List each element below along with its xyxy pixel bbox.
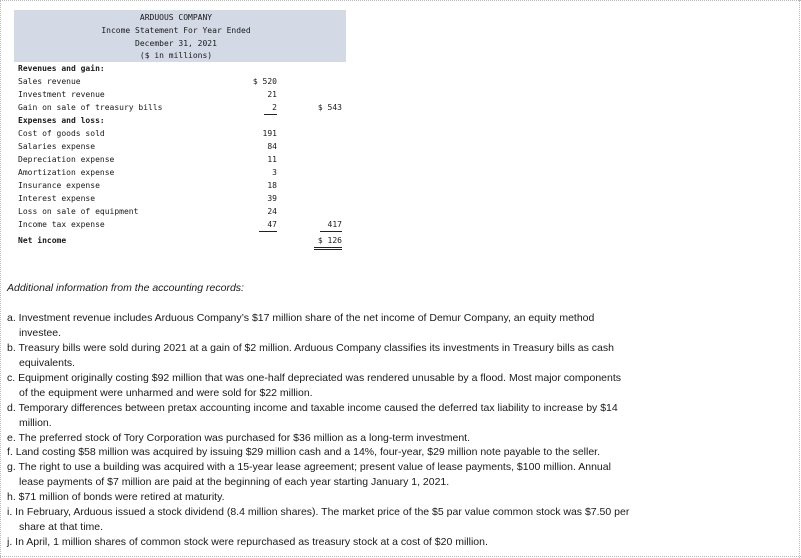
- list-item: [7, 490, 225, 505]
- statement-units: ($ in millions): [139, 51, 213, 60]
- table-row: [14, 192, 346, 205]
- frame-border-left: [0, 0, 1, 558]
- row-label: Insurance expense: [18, 181, 100, 190]
- list-item: [7, 371, 621, 400]
- list-item: [7, 431, 470, 446]
- expenses-heading-row: [14, 114, 346, 127]
- note-continuation: million.: [19, 416, 52, 429]
- note-continuation: lease payments of $7 million are paid at the beginning of each year starting January 1, 2021.: [19, 475, 450, 488]
- statement-header: [14, 10, 346, 62]
- list-item: [7, 401, 618, 430]
- note-line: c. Equipment originally costing $92 million that was one-half depreciated was rendered unusable by a flood. Most major components: [7, 372, 622, 384]
- net-income-label: Net income: [18, 236, 67, 245]
- row-label: Gain on sale of treasury bills: [18, 103, 163, 112]
- note-line: d. Temporary differences between pretax accounting income and taxable income caused the deferred tax liability to increase by $14: [7, 402, 618, 414]
- list-item: [7, 505, 629, 534]
- row-amount: 191: [262, 129, 277, 138]
- table-row: [14, 166, 346, 179]
- row-amount: 18: [267, 181, 277, 190]
- row-amount: $ 520: [252, 77, 277, 86]
- row-amount: 3: [272, 168, 277, 177]
- note-line: j. In April, 1 million shares of common stock were repurchased as treasury stock at a cost of $20 million.: [7, 536, 488, 548]
- note-line: a. Investment revenue includes Arduous Company’s $17 million share of the net income of Demur Company, an equity method: [7, 312, 595, 324]
- row-label: Investment revenue: [18, 90, 105, 99]
- note-line: f. Land costing $58 million was acquired by issuing $29 million cash and a 14%, four-year, $29 million note payable to the seller.: [7, 446, 601, 458]
- statement-title: Income Statement For Year Ended: [101, 26, 251, 35]
- table-row: [14, 88, 346, 101]
- net-income-row: [14, 234, 346, 247]
- note-continuation: of the equipment were unharmed and were sold for $22 million.: [19, 386, 313, 399]
- revenues-total: $ 543: [317, 103, 342, 112]
- note-line: i. In February, Arduous issued a stock dividend (8.4 million shares). The market price of the $5 par value common stock was $7.50 per: [7, 506, 630, 518]
- table-row: [14, 218, 346, 231]
- additional-info-title: Additional information from the accounting records:: [7, 282, 244, 294]
- table-row: [14, 127, 346, 140]
- table-row: [14, 205, 346, 218]
- company-name: ARDUOUS COMPANY: [139, 13, 213, 22]
- table-row: [14, 140, 346, 153]
- row-label: Loss on sale of equipment: [18, 207, 139, 216]
- row-amount: 84: [267, 142, 277, 151]
- expenses-total: 417: [320, 218, 342, 232]
- table-row: [14, 75, 346, 88]
- net-income-value: $ 126: [314, 234, 342, 250]
- row-label: Amortization expense: [18, 168, 115, 177]
- note-line: e. The preferred stock of Tory Corporation was purchased for $36 million as a long-term investment.: [7, 432, 470, 444]
- income-statement-table: [14, 62, 346, 260]
- row-label: Sales revenue: [18, 77, 81, 86]
- frame-border-top: [0, 0, 801, 1]
- frame-border-bottom: [0, 556, 801, 557]
- row-label: Depreciation expense: [18, 155, 115, 164]
- table-row: [14, 153, 346, 166]
- row-amount: 21: [267, 90, 277, 99]
- row-amount: 11: [267, 155, 277, 164]
- note-line: b. Treasury bills were sold during 2021 at a gain of $2 million. Arduous Company classifies its investments in Treasury bills as cash: [7, 342, 614, 354]
- row-amount: 47: [259, 218, 277, 232]
- revenues-heading: Revenues and gain:: [18, 64, 105, 73]
- expenses-heading: Expenses and loss:: [18, 116, 105, 125]
- row-amount: 39: [267, 194, 277, 203]
- note-continuation: share at that time.: [19, 520, 104, 533]
- table-row: [14, 179, 346, 192]
- row-amount: 24: [267, 207, 277, 216]
- statement-date: December 31, 2021: [135, 39, 217, 48]
- list-item: [7, 311, 594, 340]
- frame-border-right: [799, 0, 800, 558]
- row-label: Income tax expense: [18, 220, 105, 229]
- note-continuation: investee.: [19, 326, 62, 339]
- row-label: Cost of goods sold: [18, 129, 105, 138]
- revenues-heading-row: [14, 62, 346, 75]
- table-row: [14, 101, 346, 114]
- list-item: [7, 445, 600, 460]
- list-item: [7, 535, 488, 550]
- list-item: [7, 460, 611, 489]
- list-item: [7, 341, 614, 370]
- note-line: h. $71 million of bonds were retired at maturity.: [7, 491, 225, 503]
- row-label: Interest expense: [18, 194, 96, 203]
- row-label: Salaries expense: [18, 142, 96, 151]
- note-line: g. The right to use a building was acquired with a 15-year lease agreement; present value of lease payments, $100 million. Annual: [7, 461, 611, 473]
- note-continuation: equivalents.: [19, 356, 76, 369]
- row-amount: 2: [264, 101, 277, 115]
